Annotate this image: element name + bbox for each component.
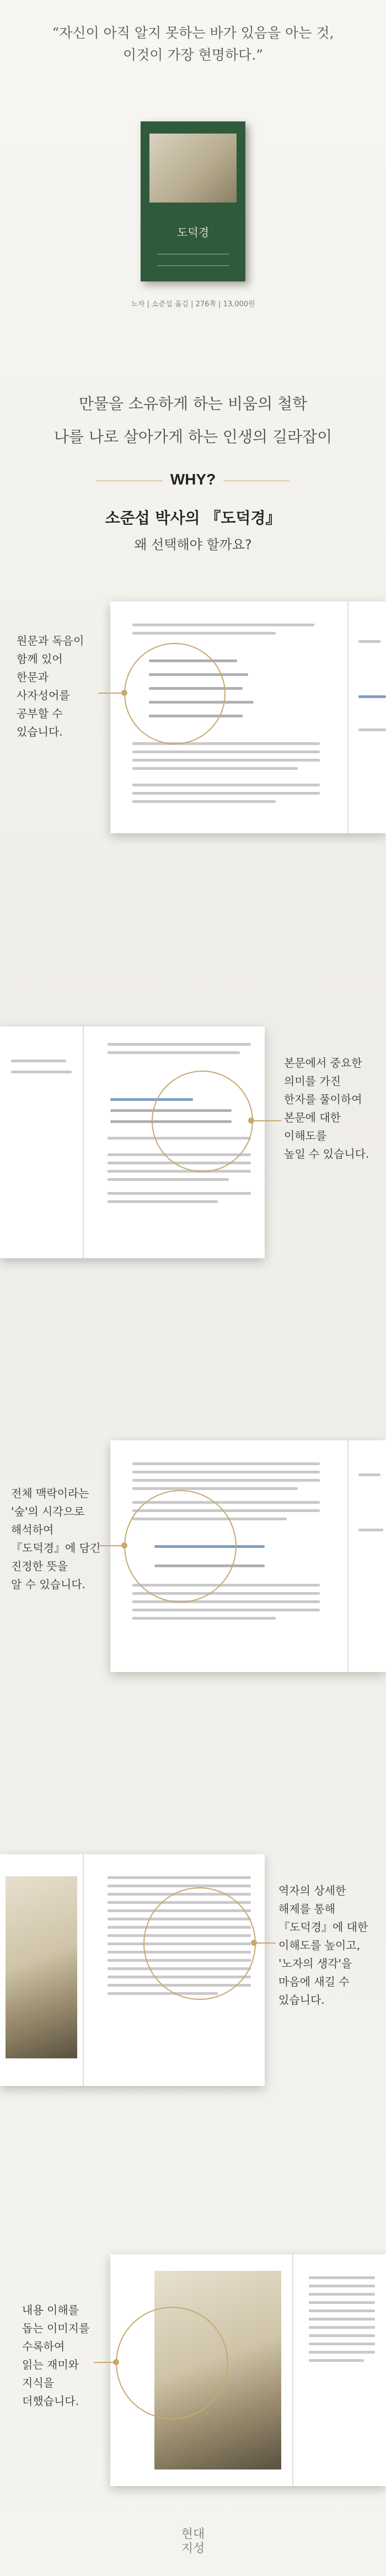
- highlight-circle: [116, 2307, 228, 2419]
- highlight-circle: [124, 643, 226, 744]
- text-line: [132, 1479, 320, 1482]
- text-line: [309, 2318, 375, 2320]
- callout-1: [17, 632, 99, 741]
- text-line: [358, 1529, 383, 1531]
- text-line: [132, 742, 320, 745]
- callout-line: 마음에 새길 수: [278, 1975, 350, 1988]
- callout-dot: [121, 690, 127, 696]
- spread-gutter: [347, 602, 349, 833]
- text-line: [11, 1060, 66, 1062]
- text-line: [309, 2326, 375, 2329]
- callout-connector: [251, 1120, 281, 1121]
- text-line: [309, 2351, 375, 2354]
- text-line: [108, 1043, 251, 1046]
- callout-line: 지식을: [22, 2376, 54, 2389]
- callout-line: 한자를 풀이하여: [284, 1093, 362, 1106]
- book-info: 노자 | 소준섭 옮김 | 276쪽 | 13,000원: [131, 300, 255, 308]
- callout-line: '노자의 생각'을: [278, 1957, 352, 1970]
- text-line: [309, 2285, 375, 2287]
- callout-dot: [121, 1542, 127, 1548]
- callout-line: 알 수 있습니다.: [11, 1578, 85, 1591]
- text-line: [132, 1600, 320, 1603]
- callout-line: 해석하여: [11, 1523, 54, 1536]
- spread-gutter: [292, 2254, 293, 2486]
- text-line: [108, 1051, 240, 1054]
- text-line: [11, 1071, 72, 1073]
- text-line: [108, 1170, 251, 1173]
- text-line: [309, 2293, 375, 2296]
- text-line: [309, 2343, 375, 2345]
- callout-line: 이해도를 높이고,: [278, 1939, 360, 1952]
- callout-line: 본문에서 중요한: [284, 1056, 362, 1069]
- why-headline: 소준섭 박사의 『도덕경』: [105, 509, 281, 527]
- text-line: [309, 2309, 375, 2312]
- cover-painting: [149, 134, 237, 203]
- callout-connector: [98, 693, 124, 694]
- callout-line: 사자성어를: [17, 689, 70, 702]
- text-line: [132, 1471, 320, 1473]
- callout-line: 공부할 수: [17, 707, 63, 720]
- text-line: [108, 1178, 229, 1181]
- text-line: [358, 640, 380, 643]
- text-line: [132, 1609, 320, 1611]
- logo-line-1: 현대: [181, 2527, 205, 2541]
- highlight-circle: [124, 1490, 237, 1603]
- text-line: [132, 751, 320, 753]
- text-line: [132, 1487, 298, 1490]
- callout-connector: [99, 1545, 124, 1546]
- cover-title: 도덕경: [177, 226, 209, 239]
- callout-dot: [248, 1117, 254, 1124]
- text-line: [132, 624, 314, 626]
- callout-line: 『도덕경』에 담긴: [11, 1541, 101, 1555]
- slogan-1: 만물을 소유하게 하는 비움의 철학: [78, 395, 308, 413]
- why-label: WHY?: [0, 471, 386, 488]
- text-line: [309, 2359, 364, 2362]
- text-line: [132, 792, 320, 795]
- callout-line: 의미를 가진: [284, 1074, 341, 1088]
- callout-line: 한문과: [17, 670, 49, 684]
- why-subheadline: 왜 선택해야 할까요?: [134, 537, 252, 552]
- callout-line: 함께 있어: [17, 652, 63, 666]
- text-line: [108, 1192, 251, 1195]
- text-line: [309, 2301, 375, 2304]
- text-line: [108, 1876, 251, 1879]
- callout-line: 더했습니다.: [22, 2394, 79, 2408]
- callout-connector: [254, 1942, 276, 1944]
- spread-gutter: [347, 1440, 349, 1672]
- callout-line: 원문과 독음이: [17, 634, 84, 647]
- callout-line: 이해도를: [284, 1129, 327, 1142]
- text-line: [108, 1885, 251, 1887]
- callout-line: 해제를 통해: [278, 1902, 335, 1915]
- text-line: [108, 1200, 218, 1203]
- callout-line: 『도덕경』에 대한: [278, 1920, 368, 1934]
- callout-line: 내용 이해를: [22, 2303, 79, 2317]
- quote-line-1: “자신이 아직 알지 못하는 바가 있음을 아는 것,: [52, 25, 334, 41]
- callout-line: 있습니다.: [278, 1993, 325, 2006]
- spread-gutter: [83, 1026, 84, 1258]
- callout-line: 돕는 이미지를: [22, 2322, 90, 2335]
- text-line: [132, 800, 276, 803]
- cover-ornament: [157, 254, 229, 266]
- text-line: [358, 728, 386, 731]
- text-line: [132, 784, 320, 786]
- callout-line: 있습니다.: [17, 725, 63, 738]
- callout-dot: [251, 1940, 257, 1946]
- illustration-image: [6, 1876, 77, 2058]
- text-line: [358, 695, 386, 698]
- slogan-2: 나를 나로 살아가게 하는 인생의 길라잡이: [53, 428, 333, 446]
- logo-line-2: 지성: [181, 2542, 205, 2556]
- callout-line: 수록하여: [22, 2340, 65, 2353]
- callout-line: 역자의 상세한: [278, 1884, 346, 1897]
- text-line: [132, 1617, 276, 1620]
- text-line: [132, 759, 320, 762]
- book-cover: [141, 121, 245, 281]
- callout-line: '숲'의 시각으로: [11, 1505, 85, 1518]
- text-line: [132, 632, 276, 635]
- callout-line: 본문에 대한: [284, 1111, 341, 1124]
- callout-dot: [113, 2359, 119, 2365]
- text-line: [132, 767, 298, 770]
- callout-2: [284, 1054, 383, 1163]
- opening-quote: [0, 22, 386, 66]
- text-line: [309, 2334, 375, 2337]
- spread-gutter: [83, 1854, 84, 2086]
- highlight-circle: [152, 1071, 253, 1172]
- highlight-circle: [143, 1887, 256, 2000]
- callout-line: 전체 맥락이라는: [11, 1487, 89, 1500]
- callout-line: 진정한 뜻을: [11, 1560, 68, 1573]
- callout-line: 높일 수 있습니다.: [284, 1147, 369, 1161]
- text-line: [358, 1473, 380, 1476]
- callout-3: [11, 1484, 102, 1594]
- callout-4: [278, 1882, 383, 2009]
- callout-5: [22, 2301, 99, 2410]
- quote-line-2: 이것이 가장 현명하다.”: [123, 47, 263, 63]
- callout-line: 읽는 재미와: [22, 2358, 79, 2371]
- text-line: [309, 2276, 375, 2279]
- publisher-logo: [176, 2527, 210, 2556]
- text-line: [132, 1462, 320, 1465]
